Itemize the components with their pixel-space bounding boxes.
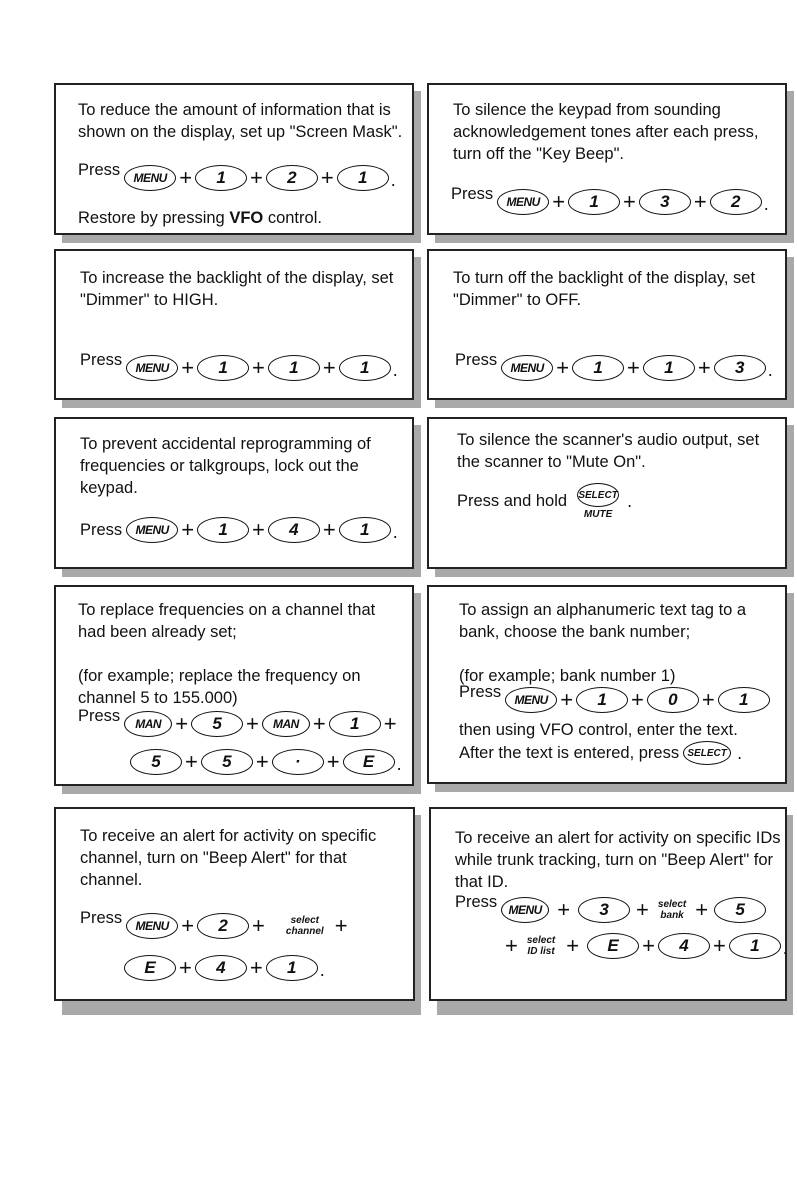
key-3: 3 bbox=[578, 897, 630, 923]
restore-note bbox=[78, 207, 404, 229]
plus-sign: + bbox=[623, 189, 636, 214]
key-1: 1 bbox=[197, 355, 249, 381]
after-text-line bbox=[459, 741, 742, 765]
key-2: 1 bbox=[268, 355, 320, 381]
key-1: 1 bbox=[718, 687, 770, 713]
select-id-list-label bbox=[527, 935, 555, 957]
plus-sign: + bbox=[695, 897, 709, 922]
then-text: then using VFO control, enter the text. bbox=[459, 721, 738, 739]
key-sequence-line-2 bbox=[130, 749, 402, 775]
key-1: 1 bbox=[576, 687, 628, 713]
key-5: 5 bbox=[714, 897, 766, 923]
key-1: 1 bbox=[572, 355, 624, 381]
period: . bbox=[390, 170, 396, 190]
press-label: Press bbox=[455, 893, 498, 911]
key-sequence bbox=[457, 483, 632, 520]
key-3: 1 bbox=[337, 165, 389, 191]
plus-sign: + bbox=[181, 355, 195, 380]
bank-word: bank bbox=[660, 910, 684, 921]
key-2: 4 bbox=[268, 517, 320, 543]
key-2: 2 bbox=[197, 913, 249, 939]
period: . bbox=[763, 194, 769, 214]
key-0: 0 bbox=[647, 687, 699, 713]
key-sequence bbox=[78, 161, 396, 191]
key-sequence-line-2 bbox=[505, 933, 788, 959]
panel-description: To replace frequencies on a channel that had been already set; bbox=[78, 601, 376, 641]
plus-sign: + bbox=[175, 711, 189, 736]
period: . bbox=[319, 960, 325, 980]
plus-sign: + bbox=[326, 749, 340, 774]
plus-sign: + bbox=[552, 189, 566, 214]
panel-description: To increase the backlight of the display, set "Dimmer" to HIGH. bbox=[80, 269, 394, 309]
menu-key: MENU bbox=[126, 355, 178, 381]
panel-box bbox=[427, 417, 787, 569]
plus-sign: + bbox=[312, 711, 326, 736]
period: . bbox=[767, 360, 773, 380]
key-4: 4 bbox=[658, 933, 710, 959]
channel-word: channel bbox=[285, 926, 324, 937]
key-2: 2 bbox=[266, 165, 318, 191]
e-key: E bbox=[343, 749, 395, 775]
panel-box bbox=[427, 249, 787, 400]
period: . bbox=[782, 938, 788, 958]
period: . bbox=[737, 742, 743, 763]
plus-sign: + bbox=[566, 933, 580, 958]
menu-key: MENU bbox=[505, 687, 557, 713]
panel-box bbox=[54, 417, 414, 569]
panel-box bbox=[54, 249, 414, 400]
panel-description: To receive an alert for activity on specific channel, turn on "Beep Alert" for that channel. bbox=[80, 827, 377, 889]
key-3: 2 bbox=[710, 189, 762, 215]
e-key: E bbox=[587, 933, 639, 959]
key-1: 1 bbox=[568, 189, 620, 215]
plus-sign: + bbox=[252, 913, 265, 938]
decimal-key: · bbox=[272, 749, 324, 775]
key-sequence bbox=[80, 517, 398, 543]
panel-box bbox=[427, 83, 787, 235]
panel-description: To prevent accidental reprogramming of frequencies or talkgroups, lock out the keypad. bbox=[80, 435, 371, 497]
key-5: 5 bbox=[191, 711, 243, 737]
menu-key: MENU bbox=[124, 165, 176, 191]
plus-sign: + bbox=[179, 955, 192, 980]
plus-sign: + bbox=[181, 913, 195, 938]
menu-key: MENU bbox=[126, 913, 178, 939]
key-sequence-line-1 bbox=[455, 893, 766, 923]
plus-sign: + bbox=[185, 749, 198, 774]
period: . bbox=[627, 491, 633, 511]
restore-suffix: control. bbox=[263, 209, 322, 227]
key-2: 3 bbox=[639, 189, 691, 215]
key-sequence-line-2 bbox=[124, 955, 325, 981]
press-label: Press bbox=[459, 683, 502, 701]
press-hold-label: Press and hold bbox=[457, 492, 568, 510]
e-key: E bbox=[124, 955, 176, 981]
plus-sign: + bbox=[693, 189, 707, 214]
id-list-word: ID list bbox=[527, 946, 555, 957]
key-sequence-line-1 bbox=[78, 707, 400, 737]
select-key: SELECT bbox=[683, 741, 731, 765]
plus-sign: + bbox=[334, 913, 348, 938]
plus-sign: + bbox=[383, 711, 397, 736]
select-word: select bbox=[657, 899, 687, 910]
select-bank-label bbox=[658, 899, 686, 921]
period: . bbox=[392, 360, 398, 380]
key-3: 3 bbox=[714, 355, 766, 381]
plus-sign: + bbox=[701, 687, 715, 712]
select-key: SELECT bbox=[577, 483, 619, 507]
press-label: Press bbox=[455, 351, 498, 369]
panel-description: To turn off the backlight of the display, set "Dimmer" to OFF. bbox=[453, 269, 756, 309]
panel-box bbox=[429, 807, 787, 1001]
plus-sign: + bbox=[255, 749, 269, 774]
plus-sign: + bbox=[252, 355, 265, 380]
man-key: MAN bbox=[262, 711, 310, 737]
plus-sign: + bbox=[320, 165, 334, 190]
press-label: Press bbox=[451, 185, 494, 203]
plus-sign: + bbox=[505, 933, 518, 958]
after-text: After the text is entered, press bbox=[459, 743, 680, 762]
key-1: 1 bbox=[329, 711, 381, 737]
panel-box bbox=[427, 585, 787, 784]
key-4: 4 bbox=[195, 955, 247, 981]
panel-box bbox=[54, 807, 415, 1001]
key-sequence bbox=[459, 683, 770, 713]
plus-sign: + bbox=[627, 355, 640, 380]
period: . bbox=[396, 754, 402, 774]
restore-prefix: Restore by pressing bbox=[78, 209, 230, 227]
plus-sign: + bbox=[246, 711, 259, 736]
key-sequence bbox=[80, 351, 398, 381]
key-1: 1 bbox=[729, 933, 781, 959]
press-label: Press bbox=[78, 161, 121, 179]
key-1: 1 bbox=[195, 165, 247, 191]
press-label: Press bbox=[80, 351, 123, 369]
press-label: Press bbox=[80, 520, 123, 539]
plus-sign: + bbox=[322, 355, 336, 380]
plus-sign: + bbox=[712, 933, 726, 958]
key-sequence bbox=[455, 351, 773, 381]
key-5: 5 bbox=[130, 749, 182, 775]
man-key: MAN bbox=[124, 711, 172, 737]
key-3: 1 bbox=[339, 355, 391, 381]
plus-sign: + bbox=[636, 897, 649, 922]
menu-key: MENU bbox=[501, 897, 549, 923]
key-2: 1 bbox=[643, 355, 695, 381]
press-label: Press bbox=[78, 707, 121, 725]
plus-sign: + bbox=[697, 355, 711, 380]
panel-box bbox=[54, 83, 414, 235]
plus-sign: + bbox=[557, 897, 571, 922]
plus-sign: + bbox=[250, 165, 263, 190]
period: . bbox=[392, 522, 398, 542]
menu-key: MENU bbox=[126, 517, 178, 543]
key-5: 5 bbox=[201, 749, 253, 775]
menu-key: MENU bbox=[501, 355, 553, 381]
plus-sign: + bbox=[322, 517, 336, 542]
panel-description: To reduce the amount of information that is shown on the display, set up "Screen Mask". bbox=[78, 101, 403, 141]
plus-sign: + bbox=[631, 687, 644, 712]
mute-label: MUTE bbox=[583, 509, 613, 520]
plus-sign: + bbox=[560, 687, 574, 712]
key-1: 1 bbox=[197, 517, 249, 543]
plus-sign: + bbox=[179, 165, 193, 190]
plus-sign: + bbox=[556, 355, 570, 380]
select-word: select bbox=[526, 935, 556, 946]
menu-key: MENU bbox=[497, 189, 549, 215]
key-sequence-line-1 bbox=[80, 909, 351, 939]
panel-description: To receive an alert for activity on specific IDs while trunk tracking, turn on "Beep Alert" for that ID. bbox=[455, 829, 781, 891]
select-word: select bbox=[290, 915, 319, 926]
panel-box bbox=[54, 585, 414, 786]
panel-description: To assign an alphanumeric text tag to a bank, choose the bank number; bbox=[459, 601, 747, 641]
key-sequence bbox=[451, 185, 769, 215]
panel-example: (for example; replace the frequency on channel 5 to 155.000) bbox=[78, 667, 361, 707]
key-3: 1 bbox=[339, 517, 391, 543]
panel-description: To silence the scanner's audio output, set the scanner to "Mute On". bbox=[457, 431, 760, 471]
plus-sign: + bbox=[642, 933, 655, 958]
plus-sign: + bbox=[181, 517, 195, 542]
plus-sign: + bbox=[252, 517, 265, 542]
select-channel-label bbox=[286, 915, 324, 937]
restore-vfo: VFO bbox=[229, 209, 264, 227]
key-1: 1 bbox=[266, 955, 318, 981]
panel-example: (for example; bank number 1) bbox=[459, 667, 676, 685]
select-mute-key bbox=[577, 483, 619, 520]
plus-sign: + bbox=[249, 955, 263, 980]
panel-description: To silence the keypad from sounding acknowledgement tones after each press, turn off the "Key Beep". bbox=[453, 101, 759, 163]
press-label: Press bbox=[80, 909, 123, 927]
